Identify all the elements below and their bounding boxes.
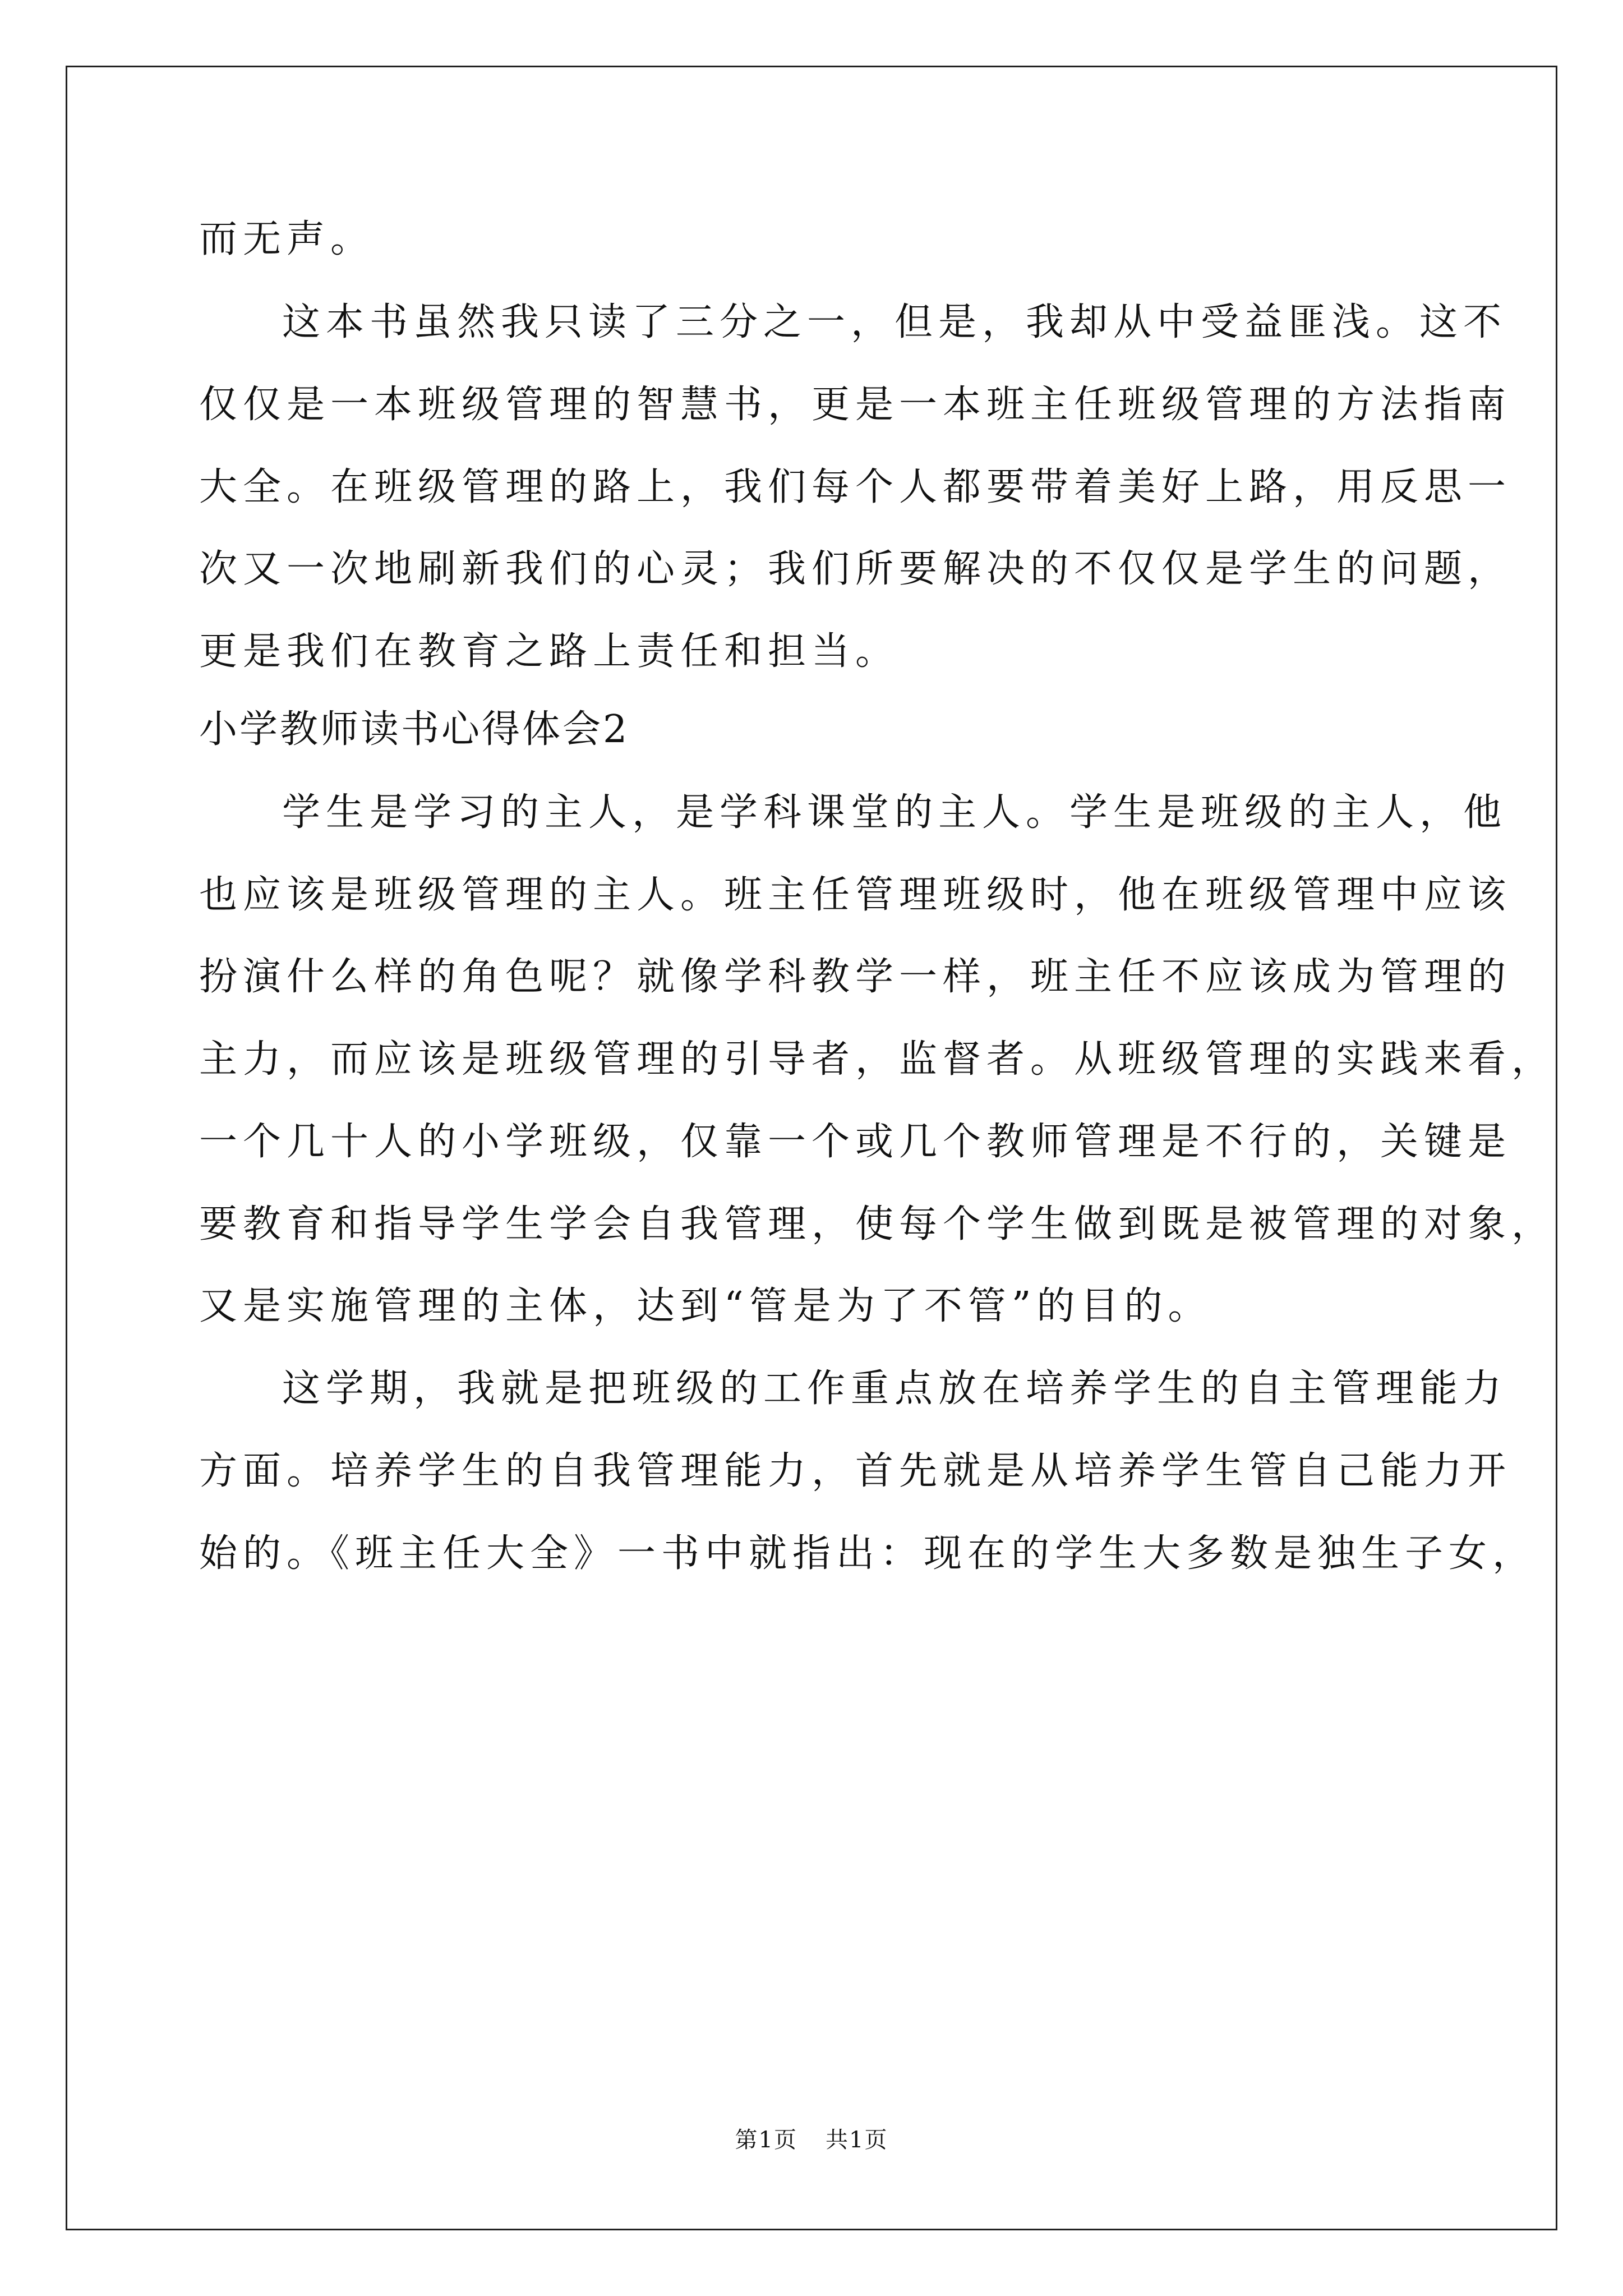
page-footer	[0, 2126, 1623, 2154]
section-heading: 小学教师读书心得体会2	[199, 707, 630, 752]
text-line: 这本书虽然我只读了三分之一，但是，我却从中受益匪浅。这不	[282, 300, 1507, 344]
page-number: 第1页	[735, 2127, 797, 2153]
text-line: 而无声。	[199, 217, 375, 261]
text-line: 也应该是班级管理的主人。班主任管理班级时，他在班级管理中应该	[199, 873, 1512, 917]
text-line: 主力，而应该是班级管理的引导者，监督者。从班级管理的实践来看，	[199, 1037, 1556, 1082]
text-line: 大全。在班级管理的路上，我们每个人都要带着美好上路，用反思一	[199, 465, 1512, 509]
text-line: 扮演什么样的角色呢？就像学科教学一样，班主任不应该成为管理的	[199, 955, 1512, 999]
text-line: 始的。《班主任大全》一书中就指出：现在的学生大多数是独生子女，	[199, 1531, 1537, 1576]
text-line: 仅仅是一本班级管理的智慧书，更是一本班主任班级管理的方法指南	[199, 383, 1512, 427]
text-line: 更是我们在教育之路上责任和担当。	[199, 629, 900, 674]
text-line: 次又一次地刷新我们的心灵；我们所要解决的不仅仅是学生的问题，	[199, 547, 1512, 591]
text-line: 一个几十人的小学班级，仅靠一个或几个教师管理是不行的，关键是	[199, 1120, 1512, 1164]
text-line: 要教育和指导学生学会自我管理，使每个学生做到既是被管理的对象，	[199, 1202, 1556, 1246]
text-line: 这学期，我就是把班级的工作重点放在培养学生的自主管理能力	[282, 1366, 1507, 1411]
text-line: 又是实施管理的主体，达到“管是为了不管”的目的。	[199, 1284, 1212, 1328]
text-line: 方面。培养学生的自我管理能力，首先就是从培养学生管自己能力开	[199, 1449, 1512, 1493]
page-total: 共1页	[826, 2127, 888, 2153]
text-line: 学生是学习的主人，是学科课堂的主人。学生是班级的主人，他	[282, 790, 1507, 835]
